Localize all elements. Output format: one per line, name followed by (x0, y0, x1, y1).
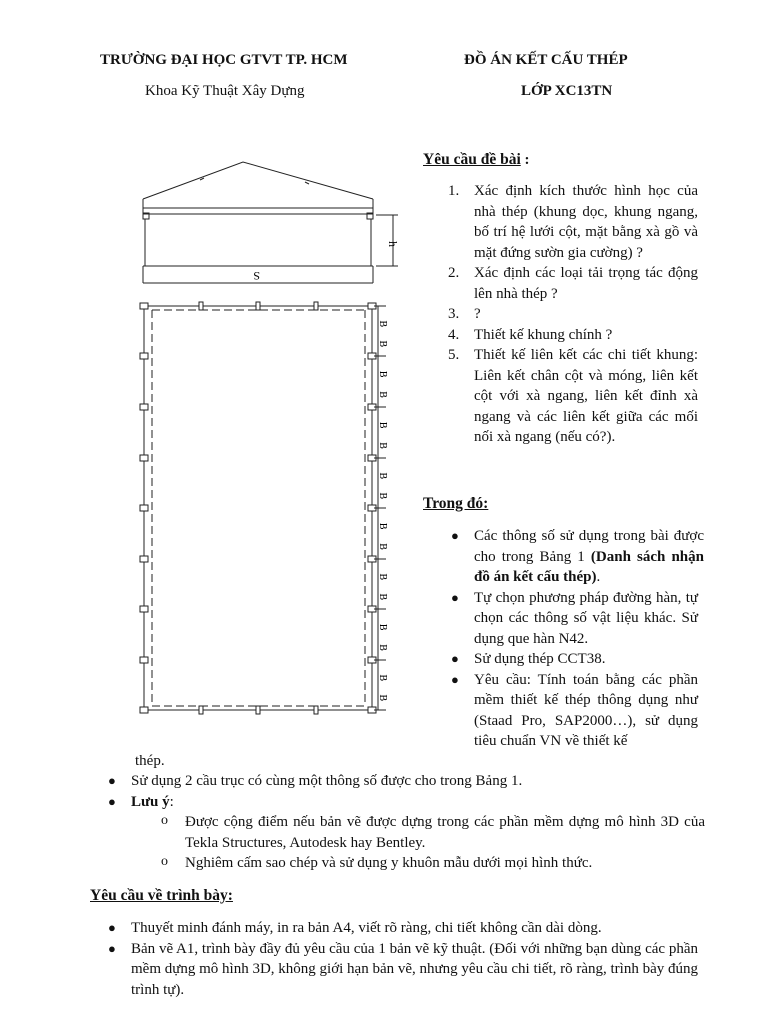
presentation-item: ● Thuyết minh đánh máy, in ra bản A4, viết rõ ràng, chi tiết không cần dài dòng. (108, 920, 602, 936)
requirement-item: 1. Xác định kích thước hình học của nhà thép (khung dọc, khung ngang, bố trí hệ lưới cột, mặt bằng xà gồ và mặt đứng sườn gia cường) ? (448, 183, 698, 261)
wind-post-marker (199, 706, 203, 714)
column-marker (140, 657, 148, 663)
requirement-item: 2. Xác định các loại tải trọng tác động lên nhà thép ? (448, 265, 698, 302)
project-title: ĐỒ ÁN KẾT CẤU THÉP (464, 52, 628, 68)
notes-list-continued (105, 771, 705, 874)
notes-list (448, 526, 704, 752)
note-item: ● Sử dụng 2 cầu trục có cùng một thông số được cho trong Bảng 1. (108, 773, 523, 789)
bay-label: B (377, 492, 388, 500)
bay-label: B (377, 674, 388, 682)
wind-post-marker (314, 302, 318, 310)
column-marker (140, 556, 148, 562)
bay-label: B (377, 472, 388, 480)
bay-label: B (377, 644, 388, 651)
bay-label: B (377, 391, 388, 398)
requirement-item: 4. Thiết kế khung chính ? (448, 326, 613, 343)
requirement-item: 3. ? (448, 306, 481, 322)
span-label: S (253, 269, 260, 283)
wind-post-marker (199, 302, 203, 310)
wind-post-marker (256, 706, 260, 714)
note-item: ● Tự chọn phương pháp đường hàn, tự chọn các thông số vật liệu khác. Sử dụng que hàn N42. (451, 589, 698, 647)
requirements-list (448, 181, 698, 448)
bay-label: B (377, 593, 388, 601)
presentation-heading: Yêu cầu về trình bày: (90, 887, 233, 904)
note-item: ● Sử dụng thép CCT38. (451, 651, 606, 667)
bay-label: B (377, 522, 388, 530)
bay-label: B (377, 442, 388, 449)
column-marker (140, 353, 148, 359)
bay-label: B (377, 694, 388, 702)
roof-outline (143, 162, 373, 199)
bay-label: B (377, 340, 388, 348)
requirement-item: 5. Thiết kế liên kết các chi tiết khung: Liên kết chân cột và móng, liên kết cột với xà ngang, liên kết đỉnh xà ngang và các liên kết giữa các mối nối xà ngang (nếu có?). (448, 347, 698, 445)
bay-label: B (377, 573, 388, 581)
height-label: h (386, 241, 400, 247)
note-subitem: o Nghiêm cấm sao chép và sử dụng y khuôn mẫu dưới mọi hình thức. (161, 854, 593, 871)
presentation-list (105, 918, 698, 1000)
class-name: LỚP XC13TN (521, 83, 613, 99)
column-marker (140, 505, 148, 511)
note-item: ● Lưu ý: o Được cộng điểm nếu bản vẽ được dựng trong các phần mềm dựng mô hình 3D của Tekla Structures, Autodesk hay Bentley. o Nghiêm cấm sao chép và sử dụng y khuôn mẫu dưới mọi hình thức. (105, 792, 705, 874)
wind-post-marker (314, 706, 318, 714)
bay-label: B (377, 543, 388, 550)
column-marker (140, 303, 148, 309)
presentation-item: ● Bản vẽ A1, trình bày đầy đủ yêu cầu của 1 bản vẽ kỹ thuật. (Đối với những bạn dùng các phần mềm dựng mô hình 3D, không giới hạn bản vẽ, nhưng yêu cầu chi tiết, rõ ràng, trình bày đúng trình tự). (108, 940, 699, 998)
column-marker (140, 707, 148, 713)
column-marker (140, 606, 148, 612)
note-item: ● Các thông số sử dụng trong bài được cho trong Bảng 1 (Danh sách nhận đồ án kết cấu thép). (451, 528, 704, 585)
bay-label: B (377, 421, 388, 429)
wind-post-marker (256, 302, 260, 310)
school-name: TRƯỜNG ĐẠI HỌC GTVT TP. HCM (100, 52, 348, 68)
column-marker (140, 404, 148, 410)
bay-label: B (377, 370, 388, 378)
notes-heading: Trong đó: (423, 495, 489, 512)
bay-label: B (377, 320, 388, 328)
note-item: ● Yêu cầu: Tính toán bằng các phần mềm thiết kế thép thông dụng như (Staad Pro, SAP2000…), sử dụng tiêu chuẩn VN về thiết kế (451, 671, 698, 749)
faculty-name: Khoa Kỹ Thuật Xây Dựng (145, 83, 305, 99)
bay-label: B (377, 623, 388, 631)
requirements-heading: Yêu cầu đề bài : (423, 151, 530, 168)
note-continuation: thép. (135, 753, 165, 769)
column-marker (140, 455, 148, 461)
note-subitem: o Được cộng điểm nếu bản vẽ được dựng trong các phần mềm dựng mô hình 3D của Tekla Structures, Autodesk hay Bentley. (161, 813, 705, 851)
